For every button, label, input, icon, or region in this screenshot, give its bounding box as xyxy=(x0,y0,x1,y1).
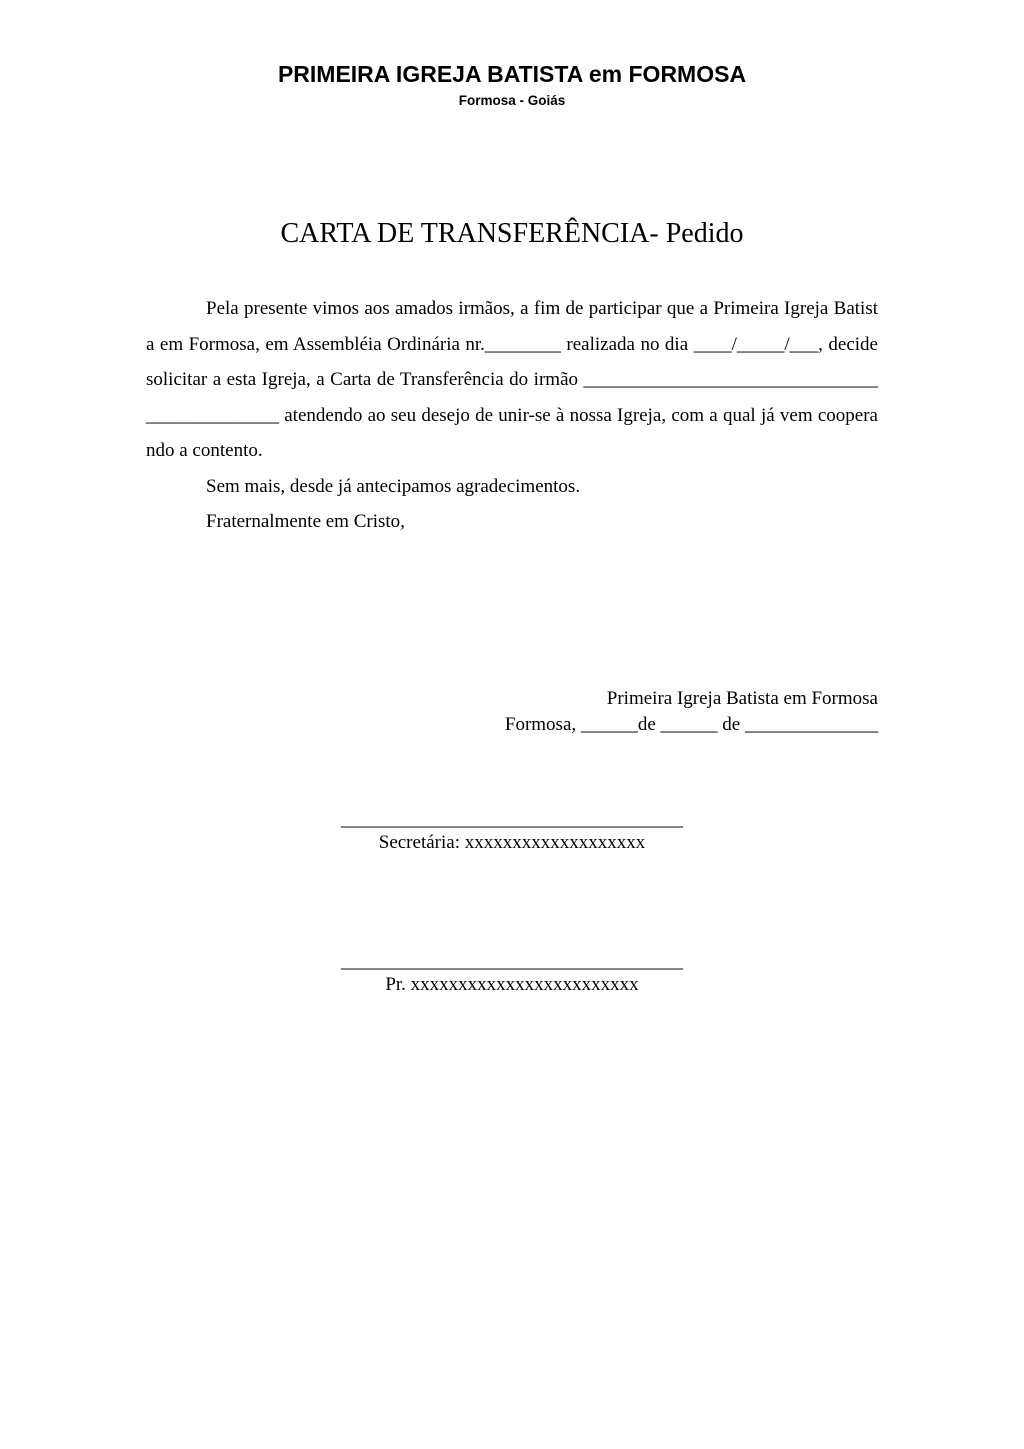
church-name-header: PRIMEIRA IGREJA BATISTA em FORMOSA xyxy=(277,61,747,87)
document-title: CARTA DE TRANSFERÊNCIA- Pedido xyxy=(280,218,744,249)
letter-body xyxy=(146,291,878,540)
letter-paragraph-greeting: Fraternalmente em Cristo, xyxy=(206,511,405,532)
closing-date-line: Formosa, ______de ______ de ______________ xyxy=(504,714,878,735)
letter-paragraph-thanks: Sem mais, desde já antecipamos agradecimentos. xyxy=(206,475,581,497)
pastor-signature-label: Pr. xxxxxxxxxxxxxxxxxxxxxxxx xyxy=(385,974,639,995)
letter-paragraph-main: Pela presente vimos aos amados irmãos, a fim de participar que a Primeira Igreja Batista em Formosa, em Assembléia Ordinária nr.________ realizada no dia ____/_____/___, decide solicitar a esta Igreja, a Carta de Transferência do irmão _____________________________________________ atendendo ao seu desejo de unir-se à nossa Igreja, com a qual já vem cooperando a contento. xyxy=(146,298,878,461)
closing-church-name: Primeira Igreja Batista em Formosa xyxy=(606,688,878,709)
secretary-signature-line: ____________________________________ xyxy=(341,809,683,830)
church-location: Formosa - Goiás xyxy=(458,93,566,108)
pastor-signature-line: ____________________________________ xyxy=(341,951,683,972)
secretary-signature-label: Secretária: xxxxxxxxxxxxxxxxxxx xyxy=(378,832,646,853)
